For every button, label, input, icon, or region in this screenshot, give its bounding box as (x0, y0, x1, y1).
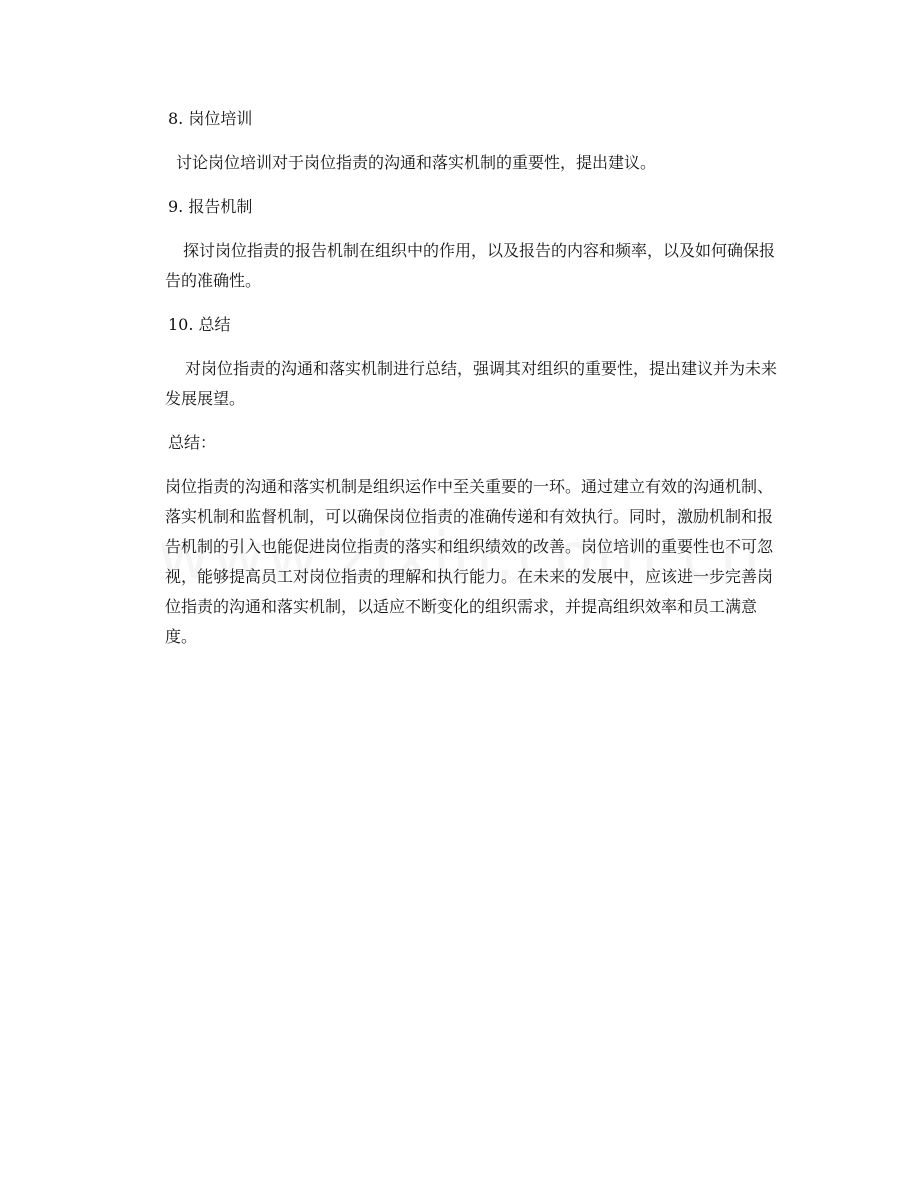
section-10-body: 对岗位指责的沟通和落实机制进行总结，强调其对组织的重要性，提出建议并为未来发展展望。 (165, 359, 778, 408)
section-9-body: 探讨岗位指责的报告机制在组织中的作用，以及报告的内容和频率，以及如何确保报告的准确性。 (165, 241, 776, 290)
section-9-title: 9. 报告机制 (168, 197, 253, 216)
section-8-title: 8. 岗位培训 (168, 109, 253, 128)
section-8-body: 讨论岗位培训对于岗位指责的沟通和落实机制的重要性，提出建议。 (176, 153, 657, 172)
section-10-title: 10. 总结 (168, 315, 231, 334)
summary-title: 总结： (168, 433, 217, 452)
summary-body: 岗位指责的沟通和落实机制是组织运作中至关重要的一环。通过建立有效的沟通机制、落实机制和监督机制，可以确保岗位指责的准确传递和有效执行。同时，激励机制和报告机制的引入也能促进岗位指责的落实和组织绩效的改善。岗位培训的重要性也不可忽视，能够提高员工对岗位指责的理解和执行能力。在未来的发展中，应该进一步完善岗位指责的沟通和落实机制，以适应不断变化的组织需求，并提高组织效率和员工满意度。 (165, 477, 774, 646)
document-body (165, 104, 785, 652)
